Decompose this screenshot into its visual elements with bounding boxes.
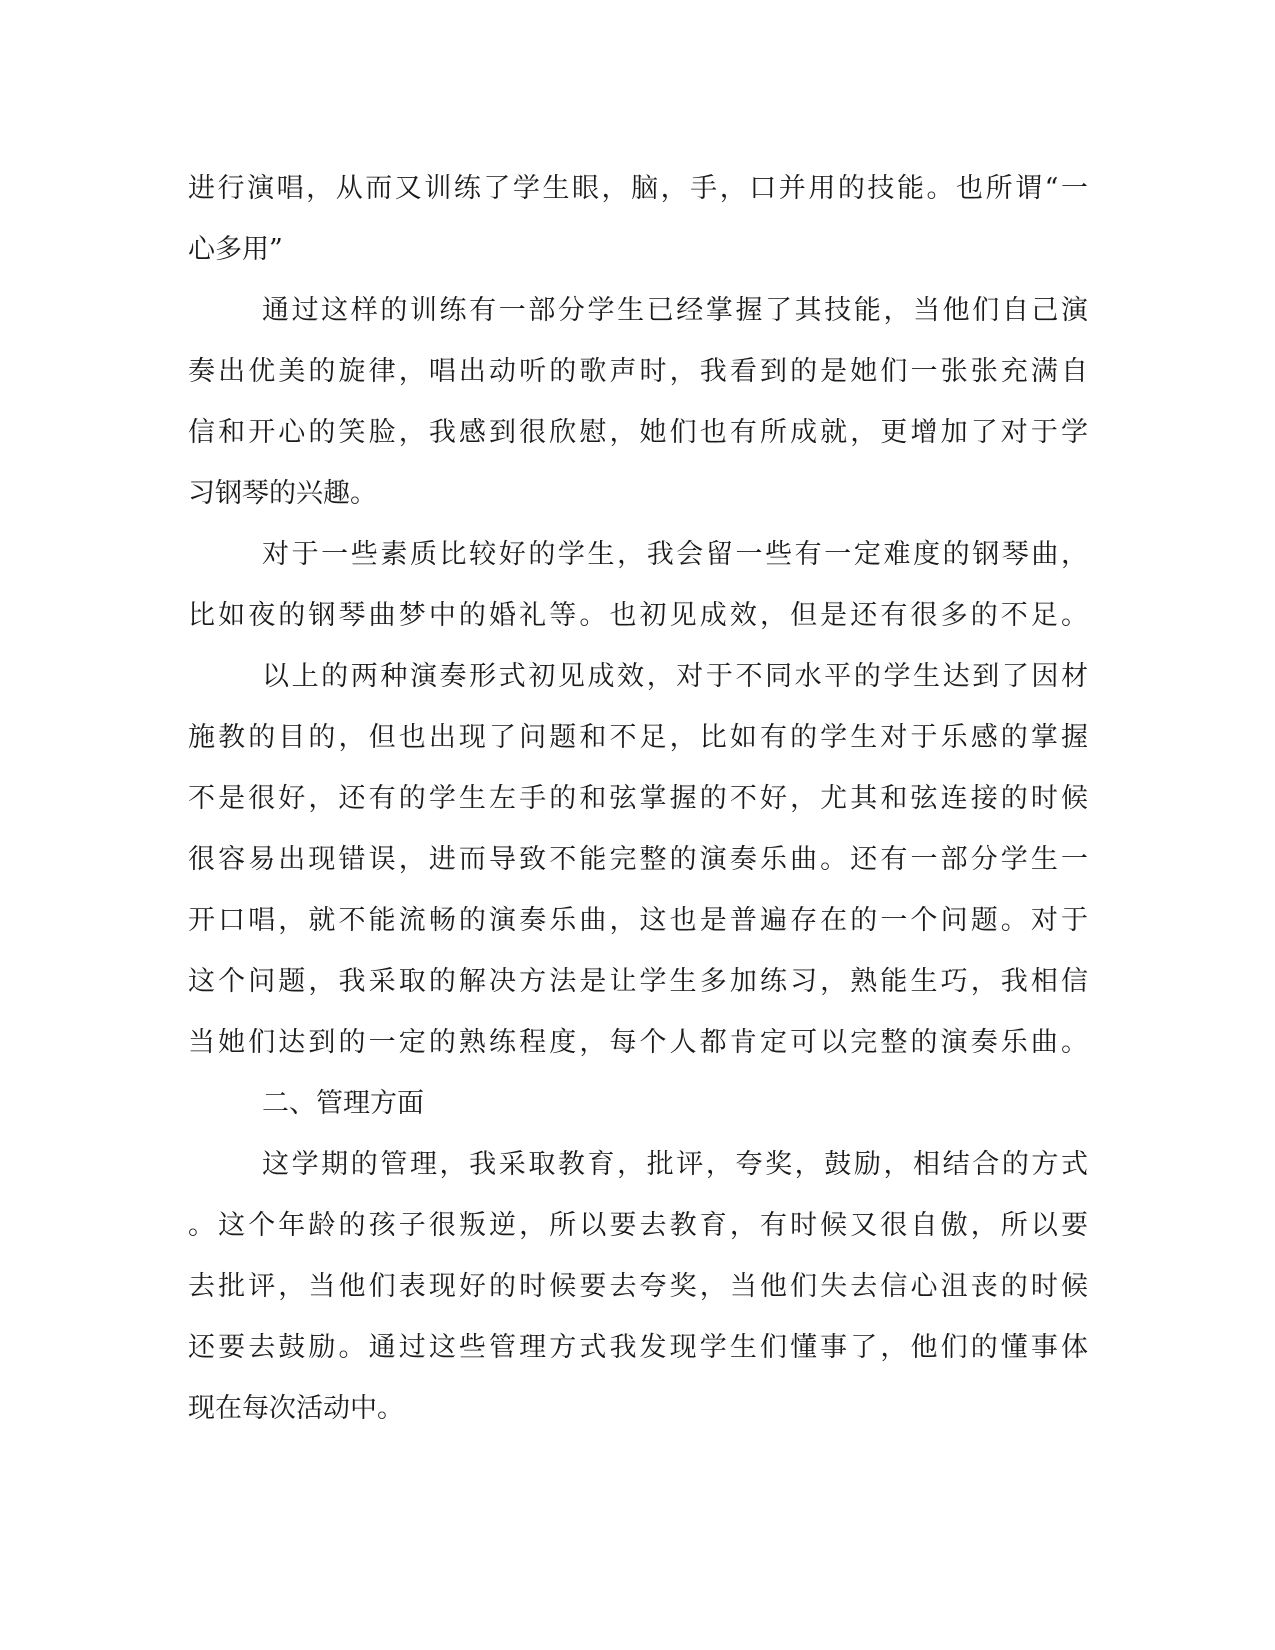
text-line: 对于一些素质比较好的学生，我会留一些有一定难度的钢琴曲， xyxy=(262,539,1088,570)
text-line: 习钢琴的兴趣。 xyxy=(188,478,377,509)
document-body xyxy=(188,158,1088,1439)
text-line: 还要去鼓励。通过这些管理方式我发现学生们懂事了，他们的懂事体 xyxy=(188,1332,1088,1363)
text-line: 通过这样的训练有一部分学生已经掌握了其技能，当他们自己演 xyxy=(262,295,1088,326)
text-line: 当她们达到的一定的熟练程度，每个人都肯定可以完整的演奏乐曲。 xyxy=(188,1027,1088,1058)
text-line: 很容易出现错误，进而导致不能完整的演奏乐曲。还有一部分学生一 xyxy=(188,844,1088,875)
text-line: 开口唱，就不能流畅的演奏乐曲，这也是普遍存在的一个问题。对于 xyxy=(188,905,1088,936)
text-line: 以上的两种演奏形式初见成效，对于不同水平的学生达到了因材 xyxy=(262,661,1088,692)
text-line: 。这个年龄的孩子很叛逆，所以要去教育，有时候又很自傲，所以要 xyxy=(188,1210,1088,1241)
text-line: 这个问题，我采取的解决方法是让学生多加练习，熟能生巧，我相信 xyxy=(188,966,1088,997)
text-line: 现在每次活动中。 xyxy=(188,1393,404,1424)
text-line: 比如夜的钢琴曲梦中的婚礼等。也初见成效，但是还有很多的不足。 xyxy=(188,600,1088,631)
section-heading: 二、管理方面 xyxy=(262,1088,424,1119)
text-line: 这学期的管理，我采取教育，批评，夸奖，鼓励，相结合的方式 xyxy=(262,1149,1088,1180)
text-line: 心多用” xyxy=(188,234,283,265)
text-line: 施教的目的，但也出现了问题和不足，比如有的学生对于乐感的掌握 xyxy=(188,722,1088,753)
text-line: 信和开心的笑脸，我感到很欣慰，她们也有所成就，更增加了对于学 xyxy=(188,417,1088,448)
text-line: 不是很好，还有的学生左手的和弦掌握的不好，尤其和弦连接的时候 xyxy=(188,783,1088,814)
text-line: 去批评，当他们表现好的时候要去夸奖，当他们失去信心沮丧的时候 xyxy=(188,1271,1088,1302)
text-line: 奏出优美的旋律，唱出动听的歌声时，我看到的是她们一张张充满自 xyxy=(188,356,1088,387)
text-line: 进行演唱，从而又训练了学生眼，脑，手，口并用的技能。也所谓“一 xyxy=(188,173,1088,204)
